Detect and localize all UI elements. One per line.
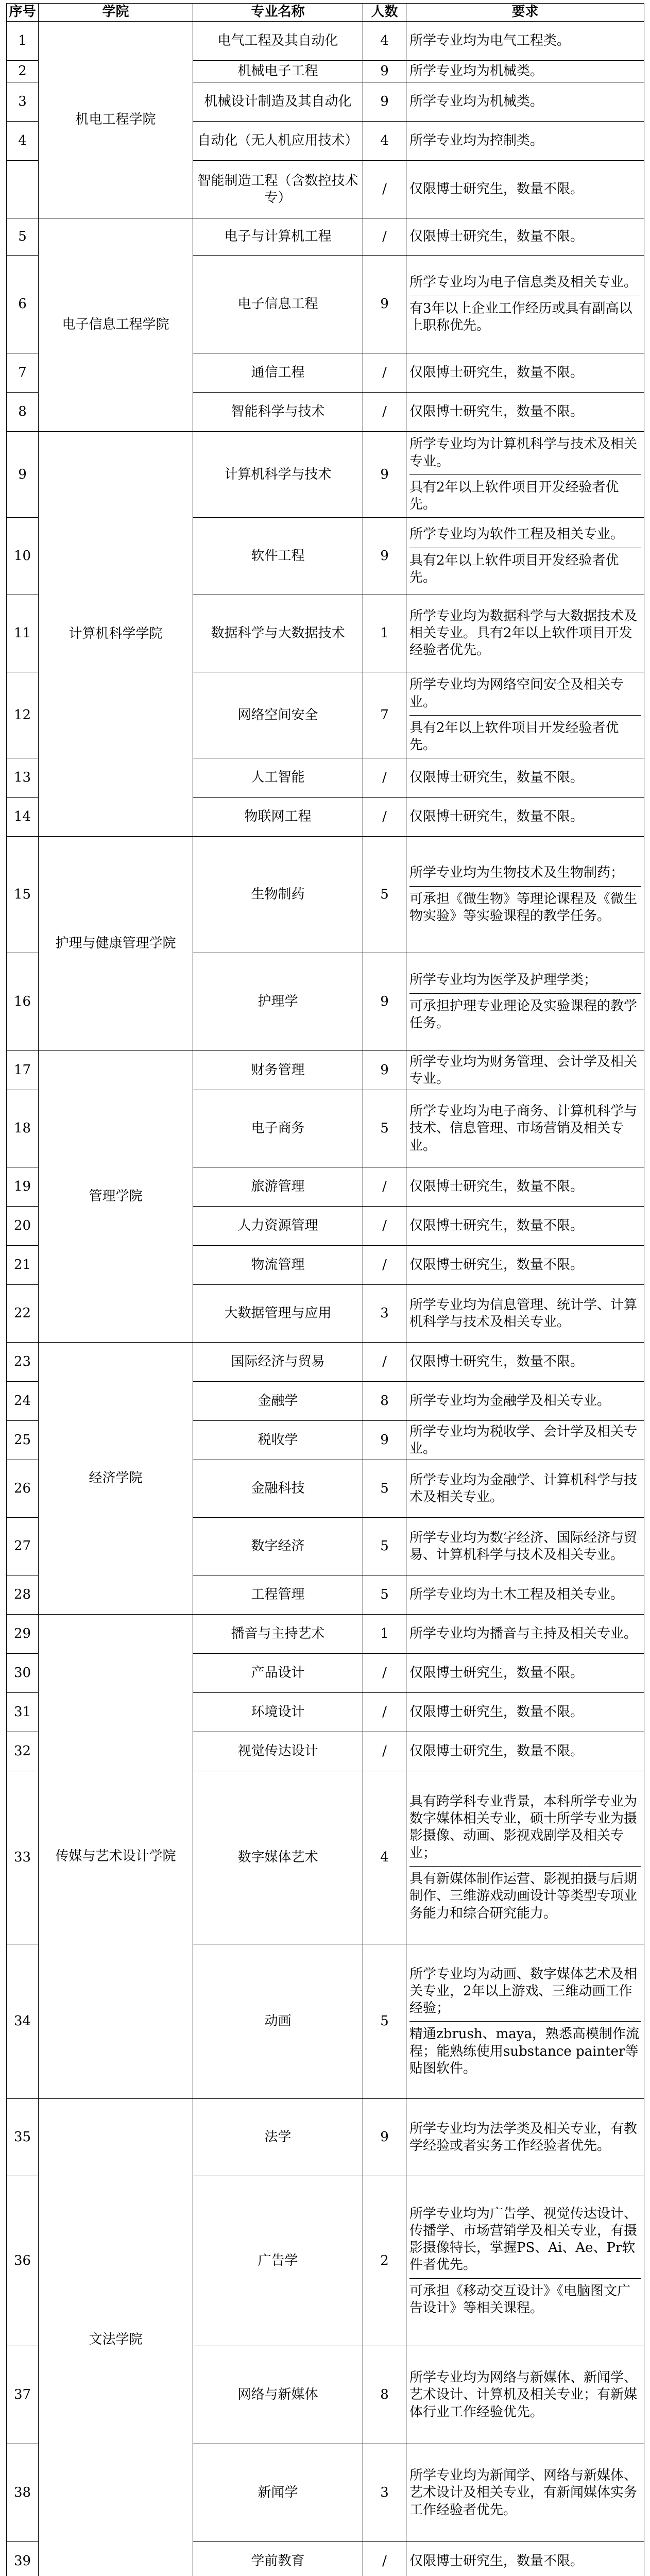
row-number: 11	[7, 595, 39, 672]
major-name: 旅游管理	[193, 1167, 363, 1207]
row-number: 30	[7, 1654, 39, 1693]
requirement	[406, 1421, 644, 1460]
major-name: 电子商务	[193, 1090, 363, 1167]
headcount: /	[363, 353, 406, 393]
table-row	[7, 837, 644, 953]
requirement-line: 所学专业均为网络与新媒体、新闻学、艺术设计、计算机及相关专业；有新媒体行业工作经验优先。	[409, 2369, 638, 2420]
requirement-line: 仅限博士研究生，数量不限。	[409, 1218, 584, 1234]
row-number: 7	[7, 353, 39, 393]
requirement-line: 所学专业均为数据科学与大数据技术及相关专业。具有2年以上软件项目开发经验者优先。	[409, 608, 638, 658]
major-name: 法学	[193, 2099, 363, 2176]
headcount: 1	[363, 595, 406, 672]
major-name: 机械设计制造及其自动化	[193, 82, 363, 122]
row-number: 4	[7, 122, 39, 161]
requirement-line: 具有2年以上软件项目开发经验者优先。	[409, 715, 641, 758]
requirement	[406, 758, 644, 798]
requirement	[406, 393, 644, 432]
headcount: /	[363, 2542, 406, 2576]
requirement-line: 所学专业均为机械类。	[409, 63, 544, 79]
requirement	[406, 1343, 644, 1382]
requirement	[406, 1090, 644, 1167]
headcount: 7	[363, 672, 406, 758]
requirement-line: 所学专业均为医学及护理学类；	[409, 972, 597, 988]
table-row	[7, 1615, 644, 1654]
requirement	[406, 798, 644, 837]
headcount: /	[363, 1693, 406, 1732]
requirement	[406, 1051, 644, 1090]
requirement	[406, 1518, 644, 1575]
requirement-line: 具有2年以上软件项目开发经验者优先。	[409, 548, 641, 591]
major-name: 物联网工程	[193, 798, 363, 837]
requirement-line: 仅限博士研究生，数量不限。	[409, 404, 584, 420]
college-name: 护理与健康管理学院	[39, 837, 193, 1051]
row-number: 20	[7, 1207, 39, 1246]
header-major: 专业名称	[193, 4, 363, 22]
major-name: 电气工程及其自动化	[193, 22, 363, 61]
requirement-line: 有3年以上企业工作经历或具有副高以上职称优先。	[409, 296, 641, 339]
headcount: 9	[363, 432, 406, 518]
requirement	[406, 837, 644, 953]
headcount: /	[363, 1246, 406, 1285]
requirement	[406, 1693, 644, 1732]
major-name: 软件工程	[193, 518, 363, 595]
headcount: 4	[363, 22, 406, 61]
header-no: 序号	[7, 4, 39, 22]
major-name: 网络空间安全	[193, 672, 363, 758]
major-name: 学前教育	[193, 2542, 363, 2576]
row-number: 36	[7, 2176, 39, 2346]
headcount: 2	[363, 2176, 406, 2346]
row-number: 21	[7, 1246, 39, 1285]
headcount: /	[363, 1343, 406, 1382]
requirement-line: 所学专业均为软件工程及相关专业。	[409, 527, 624, 543]
requirement-line: 所学专业均为电子信息类及相关专业。	[409, 275, 638, 291]
row-number: 33	[7, 1771, 39, 1944]
row-number: 3	[7, 82, 39, 122]
requirement-line: 仅限博士研究生，数量不限。	[409, 1704, 584, 1720]
requirement	[406, 953, 644, 1051]
headcount: /	[363, 798, 406, 837]
major-name: 新闻学	[193, 2444, 363, 2542]
requirement	[406, 22, 644, 61]
college-name: 机电工程学院	[39, 22, 193, 218]
major-name: 通信工程	[193, 353, 363, 393]
headcount: /	[363, 1732, 406, 1771]
row-number: 5	[7, 218, 39, 256]
requirement	[406, 1771, 644, 1944]
requirement	[406, 2099, 644, 2176]
headcount: /	[363, 393, 406, 432]
requirement-line: 具有新媒体制作运营、影视拍摄与后期制作、三维游戏动画设计等类型专项业务能力和综合研究能力。	[409, 1866, 641, 1926]
major-name: 数字经济	[193, 1518, 363, 1575]
headcount: /	[363, 1207, 406, 1246]
requirement-line: 所学专业均为金融学、计算机科学与技术及相关专业。	[409, 1472, 638, 1505]
headcount: /	[363, 161, 406, 218]
major-name: 智能科学与技术	[193, 393, 363, 432]
headcount: /	[363, 218, 406, 256]
headcount: 5	[363, 837, 406, 953]
requirement	[406, 218, 644, 256]
requirement	[406, 82, 644, 122]
row-number: 15	[7, 837, 39, 953]
row-number: 32	[7, 1732, 39, 1771]
row-number: 10	[7, 518, 39, 595]
requirement-line: 具有跨学科专业背景，本科所学专业为数字媒体相关专业，硕士所学专业为摄影摄像、动画、影视戏剧学及相关专业；	[409, 1793, 638, 1861]
major-name: 自动化（无人机应用技术）	[193, 122, 363, 161]
requirement-line: 所学专业均为网络空间安全及相关专业。	[409, 677, 624, 710]
headcount: 3	[363, 1285, 406, 1343]
major-name: 视觉传达设计	[193, 1732, 363, 1771]
requirement-line: 仅限博士研究生，数量不限。	[409, 229, 584, 245]
requirement	[406, 1285, 644, 1343]
row-number: 38	[7, 2444, 39, 2542]
row-number: 34	[7, 1944, 39, 2099]
major-name: 电子信息工程	[193, 256, 363, 353]
headcount: 5	[363, 1460, 406, 1518]
row-number: 28	[7, 1575, 39, 1615]
requirement-line: 仅限博士研究生，数量不限。	[409, 1665, 584, 1681]
requirement-line: 所学专业均为金融学及相关专业。	[409, 1393, 611, 1409]
header-requirement: 要求	[406, 4, 644, 22]
headcount: 8	[363, 2346, 406, 2444]
table-row	[7, 2099, 644, 2176]
row-number	[7, 161, 39, 218]
requirement-line: 所学专业均为动画、数字媒体艺术及相关专业，2年以上游戏、三维动画工作经验；	[409, 1966, 638, 2016]
headcount: 4	[363, 122, 406, 161]
requirement-line: 仅限博士研究生，数量不限。	[409, 181, 584, 197]
requirement-line: 所学专业均为信息管理、统计学、计算机科学与技术及相关专业。	[409, 1297, 638, 1330]
row-number: 27	[7, 1518, 39, 1575]
requirement-line: 所学专业均为控制类。	[409, 133, 544, 149]
major-name: 智能制造工程（含数控技术专）	[193, 161, 363, 218]
college-name: 文法学院	[39, 2099, 193, 2576]
major-name: 金融学	[193, 1382, 363, 1421]
headcount: 5	[363, 1090, 406, 1167]
major-name: 护理学	[193, 953, 363, 1051]
table-row	[7, 432, 644, 518]
major-name: 播音与主持艺术	[193, 1615, 363, 1654]
requirement	[406, 2542, 644, 2576]
row-number: 25	[7, 1421, 39, 1460]
headcount: 8	[363, 1382, 406, 1421]
row-number: 26	[7, 1460, 39, 1518]
college-name: 计算机科学学院	[39, 432, 193, 837]
row-number: 35	[7, 2099, 39, 2176]
major-name: 计算机科学与技术	[193, 432, 363, 518]
table-header-row	[7, 4, 644, 22]
major-name: 工程管理	[193, 1575, 363, 1615]
major-name: 动画	[193, 1944, 363, 2099]
table-row	[7, 1343, 644, 1382]
row-number: 1	[7, 22, 39, 61]
headcount: 3	[363, 2444, 406, 2542]
major-name: 财务管理	[193, 1051, 363, 1090]
headcount: 9	[363, 518, 406, 595]
requirement	[406, 1732, 644, 1771]
headcount: 9	[363, 2099, 406, 2176]
headcount: 9	[363, 61, 406, 82]
requirement	[406, 2176, 644, 2346]
requirement-line: 可承担护理专业理论及实验课程的教学任务。	[409, 993, 641, 1037]
row-number: 29	[7, 1615, 39, 1654]
college-name: 传媒与艺术设计学院	[39, 1615, 193, 2099]
major-name: 物流管理	[193, 1246, 363, 1285]
requirement	[406, 2346, 644, 2444]
recruitment-table	[6, 3, 644, 2576]
requirement	[406, 1654, 644, 1693]
row-number: 14	[7, 798, 39, 837]
row-number: 12	[7, 672, 39, 758]
row-number: 22	[7, 1285, 39, 1343]
requirement-line: 仅限博士研究生，数量不限。	[409, 1257, 584, 1273]
row-number: 9	[7, 432, 39, 518]
row-number: 6	[7, 256, 39, 353]
requirement	[406, 672, 644, 758]
requirement-line: 所学专业均为法学类及相关专业，有教学经验或者实务工作经验者优先。	[409, 2121, 638, 2154]
requirement	[406, 1382, 644, 1421]
major-name: 网络与新媒体	[193, 2346, 363, 2444]
requirement	[406, 122, 644, 161]
college-name: 电子信息工程学院	[39, 218, 193, 432]
requirement-line: 仅限博士研究生，数量不限。	[409, 809, 584, 825]
requirement-line: 仅限博士研究生，数量不限。	[409, 2553, 584, 2569]
major-name: 产品设计	[193, 1654, 363, 1693]
major-name: 机械电子工程	[193, 61, 363, 82]
headcount: /	[363, 758, 406, 798]
headcount: 9	[363, 256, 406, 353]
college-name: 管理学院	[39, 1051, 193, 1343]
headcount: /	[363, 1167, 406, 1207]
requirement-line: 可承担《微生物》等理论课程及《微生物实验》等实验课程的教学任务。	[409, 886, 641, 929]
requirement	[406, 1460, 644, 1518]
headcount: 5	[363, 1944, 406, 2099]
row-number: 23	[7, 1343, 39, 1382]
requirement-line: 所学专业均为计算机科学与技术及相关专业。	[409, 436, 638, 469]
major-name: 金融科技	[193, 1460, 363, 1518]
major-name: 人工智能	[193, 758, 363, 798]
headcount: 9	[363, 953, 406, 1051]
headcount: 9	[363, 1051, 406, 1090]
requirement	[406, 1575, 644, 1615]
row-number: 19	[7, 1167, 39, 1207]
requirement-line: 所学专业均为税收学、会计学及相关专业。	[409, 1423, 638, 1456]
requirement-line: 所学专业均为新闻学、网络与新媒体、艺术设计及相关专业，有新闻媒体实务工作经验者优先。	[409, 2467, 638, 2518]
requirement-line: 所学专业均为财务管理、会计学及相关专业。	[409, 1054, 638, 1087]
requirement	[406, 61, 644, 82]
requirement	[406, 432, 644, 518]
major-name: 国际经济与贸易	[193, 1343, 363, 1382]
requirement	[406, 1246, 644, 1285]
requirement-line: 所学专业均为广告学、视觉传达设计、传播学、市场营销学及相关专业，有摄影摄像特长，掌握PS、Ai、Ae、Pr软件者优先。	[409, 2206, 638, 2273]
requirement	[406, 1167, 644, 1207]
requirement	[406, 595, 644, 672]
major-name: 广告学	[193, 2176, 363, 2346]
requirement-line: 所学专业均为播音与主持及相关专业。	[409, 1626, 638, 1642]
requirement	[406, 1615, 644, 1654]
requirement-line: 所学专业均为机械类。	[409, 94, 544, 110]
requirement	[406, 1944, 644, 2099]
header-count: 人数	[363, 4, 406, 22]
row-number: 8	[7, 393, 39, 432]
requirement-line: 所学专业均为土木工程及相关专业。	[409, 1587, 624, 1603]
row-number: 16	[7, 953, 39, 1051]
requirement-line: 所学专业均为电气工程类。	[409, 32, 571, 48]
requirement-line: 仅限博士研究生，数量不限。	[409, 1743, 584, 1759]
requirement-line: 所学专业均为生物技术及生物制药；	[409, 865, 624, 881]
headcount: 9	[363, 82, 406, 122]
major-name: 环境设计	[193, 1693, 363, 1732]
requirement-line: 仅限博士研究生，数量不限。	[409, 770, 584, 786]
major-name: 数字媒体艺术	[193, 1771, 363, 1944]
major-name: 电子与计算机工程	[193, 218, 363, 256]
headcount: 1	[363, 1615, 406, 1654]
table-row	[7, 22, 644, 61]
requirement-line: 仅限博士研究生，数量不限。	[409, 1179, 584, 1195]
requirement	[406, 2444, 644, 2542]
table-row	[7, 1051, 644, 1090]
row-number: 17	[7, 1051, 39, 1090]
requirement	[406, 518, 644, 595]
major-name: 生物制药	[193, 837, 363, 953]
major-name: 人力资源管理	[193, 1207, 363, 1246]
requirement-line: 可承担《移动交互设计》《电脑图文广告设计》等相关课程。	[409, 2278, 641, 2321]
requirement-line: 所学专业均为数字经济、国际经济与贸易、计算机科学与技术及相关专业。	[409, 1530, 638, 1563]
major-name: 大数据管理与应用	[193, 1285, 363, 1343]
headcount: 9	[363, 1421, 406, 1460]
table-row	[7, 218, 644, 256]
headcount: 5	[363, 1518, 406, 1575]
requirement	[406, 353, 644, 393]
requirement-line: 精通zbrush、maya，熟悉高模制作流程；能熟练使用substance painter等贴图软件。	[409, 2021, 641, 2081]
headcount: /	[363, 1654, 406, 1693]
college-name: 经济学院	[39, 1343, 193, 1615]
table-body	[7, 22, 644, 2576]
row-number: 31	[7, 1693, 39, 1732]
header-college: 学院	[39, 4, 193, 22]
headcount: 5	[363, 1575, 406, 1615]
major-name: 数据科学与大数据技术	[193, 595, 363, 672]
row-number: 13	[7, 758, 39, 798]
requirement	[406, 1207, 644, 1246]
row-number: 2	[7, 61, 39, 82]
row-number: 24	[7, 1382, 39, 1421]
requirement-line: 具有2年以上软件项目开发经验者优先。	[409, 474, 641, 518]
row-number: 39	[7, 2542, 39, 2576]
row-number: 18	[7, 1090, 39, 1167]
major-name: 税收学	[193, 1421, 363, 1460]
headcount: 4	[363, 1771, 406, 1944]
requirement-line: 仅限博士研究生，数量不限。	[409, 1354, 584, 1370]
requirement-line: 仅限博士研究生，数量不限。	[409, 365, 584, 381]
requirement	[406, 161, 644, 218]
requirement-line: 所学专业均为电子商务、计算机科学与技术、信息管理、市场营销及相关专业。	[409, 1103, 638, 1154]
requirement	[406, 256, 644, 353]
row-number: 37	[7, 2346, 39, 2444]
